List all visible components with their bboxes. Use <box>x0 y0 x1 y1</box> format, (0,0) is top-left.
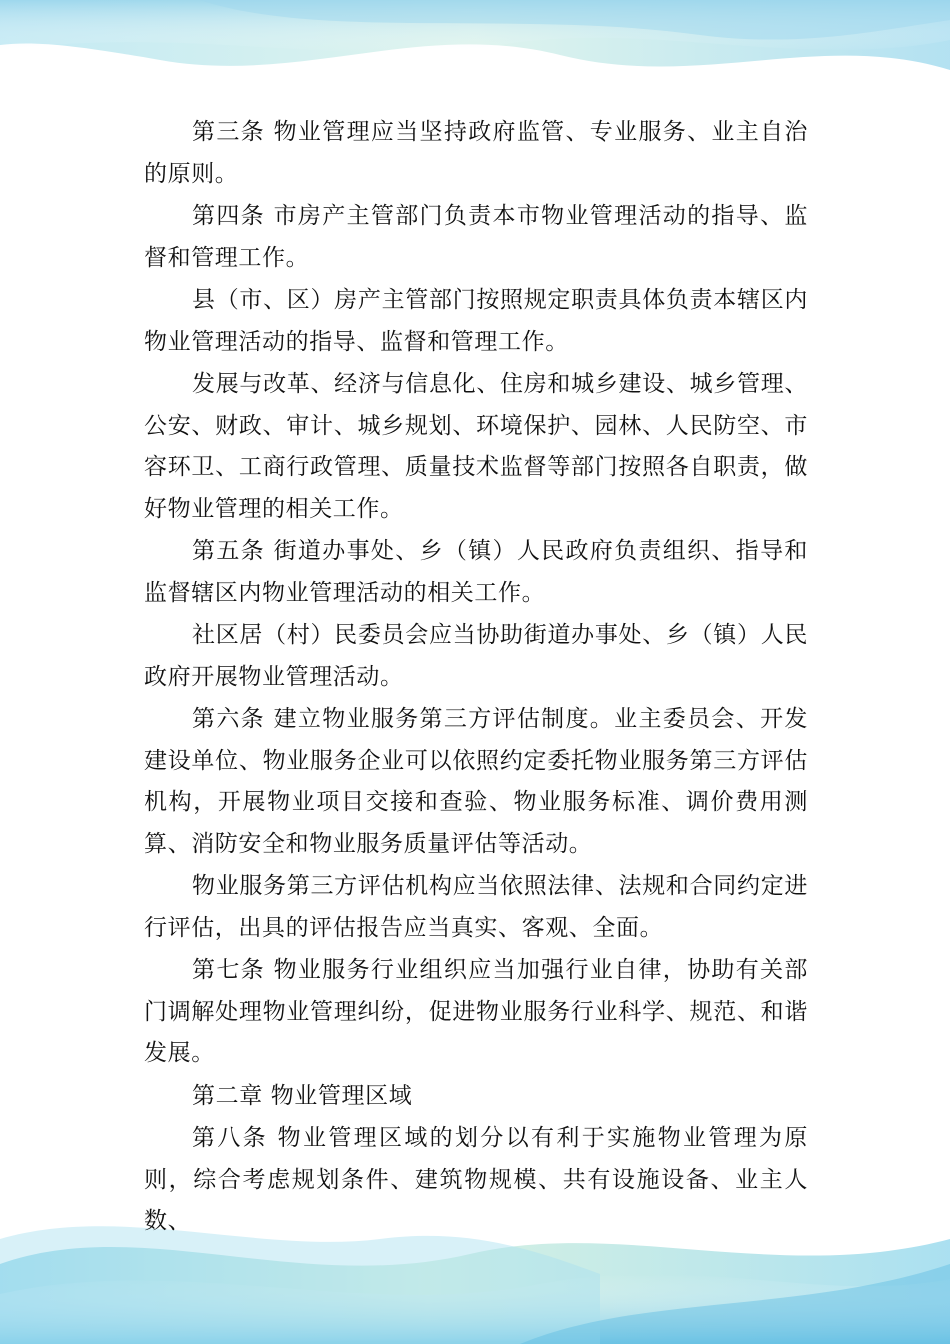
top-wave-decoration <box>0 0 950 110</box>
paragraph: 第八条 物业管理区域的划分以有利于实施物业管理为原则，综合考虑规划条件、建筑物规模、共有设施设备、业主人数、 <box>144 1125 808 1234</box>
paragraph: 社区居（村）民委员会应当协助街道办事处、乡（镇）人民政府开展物业管理活动。 <box>144 622 808 690</box>
paragraph: 第六条 建立物业服务第三方评估制度。业主委员会、开发建设单位、物业服务企业可以依照约定委托物业服务第三方评估机构，开展物业项目交接和查验、物业服务标准、调价费用测算、消防安全和物业服务质量评估等活动。 <box>144 706 808 857</box>
chapter-heading: 第二章 物业管理区域 <box>192 1082 413 1109</box>
paragraph: 县（市、区）房产主管部门按照规定职责具体负责本辖区内物业管理活动的指导、监督和管理工作。 <box>144 287 808 355</box>
paragraph: 第三条 物业管理应当坚持政府监管、专业服务、业主自治的原则。 <box>144 119 808 187</box>
document-body <box>144 112 808 1244</box>
paragraph: 第五条 街道办事处、乡（镇）人民政府负责组织、指导和监督辖区内物业管理活动的相关工作。 <box>144 538 808 606</box>
paragraph: 第四条 市房产主管部门负责本市物业管理活动的指导、监督和管理工作。 <box>144 203 808 271</box>
paragraph: 发展与改革、经济与信息化、住房和城乡建设、城乡管理、公安、财政、审计、城乡规划、环境保护、园林、人民防空、市容环卫、工商行政管理、质量技术监督等部门按照各自职责，做好物业管理的相关工作。 <box>144 371 808 522</box>
paragraph: 第七条 物业服务行业组织应当加强行业自律，协助有关部门调解处理物业管理纠纷，促进物业服务行业科学、规范、和谐发展。 <box>144 957 808 1066</box>
paragraph: 物业服务第三方评估机构应当依照法律、法规和合同约定进行评估，出具的评估报告应当真实、客观、全面。 <box>144 873 808 941</box>
